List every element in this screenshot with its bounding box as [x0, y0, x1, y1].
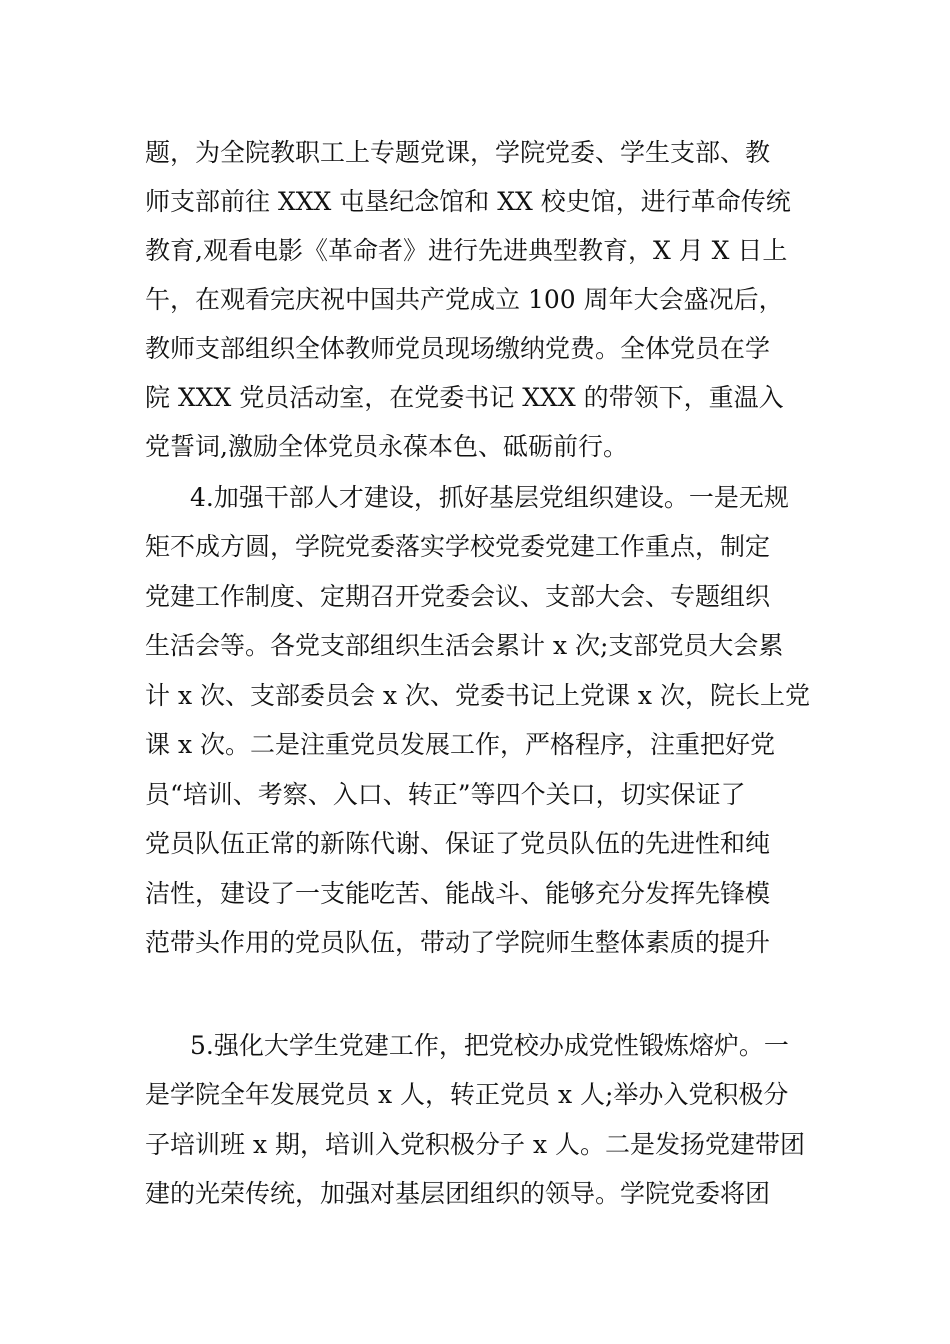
text-line: 党誓词,激励全体党员永葆本色、砥砺前行。	[145, 432, 628, 461]
text-line: 党员队伍正常的新陈代谢、保证了党员队伍的先进性和纯	[145, 829, 771, 858]
text-line: 教师支部组织全体教师党员现场缴纳党费。全体党员在学	[145, 334, 771, 363]
text-line: 洁性，建设了一支能吃苦、能战斗、能够充分发挥先锋模	[145, 879, 771, 908]
text-line: 5.强化大学生党建工作，把党校办成党性锻炼熔炉。一	[190, 1031, 789, 1060]
text-line: 4.加强干部人才建设，抓好基层党组织建设。一是无规	[190, 483, 789, 512]
text-line: 建的光荣传统，加强对基层团组织的领导。学院党委将团	[145, 1179, 771, 1208]
text-line: 矩不成方圆，学院党委落实学校党委党建工作重点，制定	[145, 532, 771, 561]
text-line: 范带头作用的党员队伍，带动了学院师生整体素质的提升	[145, 928, 771, 957]
text-line: 师支部前往 XXX 屯垦纪念馆和 XX 校史馆，进行革命传统	[145, 187, 791, 216]
text-line: 生活会等。各党支部组织生活会累计 x 次;支部党员大会累	[145, 631, 784, 660]
text-line: 计 x 次、支部委员会 x 次、党委书记上党课 x 次，院长上党	[145, 681, 810, 710]
text-line: 是学院全年发展党员 x 人，转正党员 x 人;举办入党积极分	[145, 1080, 789, 1109]
text-line: 党建工作制度、定期召开党委会议、支部大会、专题组织	[145, 582, 771, 611]
text-line: 员“培训、考察、入口、转正”等四个关口，切实保证了	[145, 780, 746, 809]
text-line: 题，为全院教职工上专题党课，学院党委、学生支部、教	[145, 138, 771, 167]
text-line: 子培训班 x 期，培训入党积极分子 x 人。二是发扬党建带团	[145, 1130, 805, 1159]
text-line: 院 XXX 党员活动室，在党委书记 XXX 的带领下，重温入	[145, 383, 784, 412]
text-line: 午，在观看完庆祝中国共产党成立 100 周年大会盛况后，	[145, 285, 784, 314]
text-line: 教育,观看电影《革命者》进行先进典型教育，X 月 X 日上	[145, 236, 788, 265]
text-line: 课 x 次。二是注重党员发展工作，严格程序，注重把好党	[145, 730, 775, 759]
